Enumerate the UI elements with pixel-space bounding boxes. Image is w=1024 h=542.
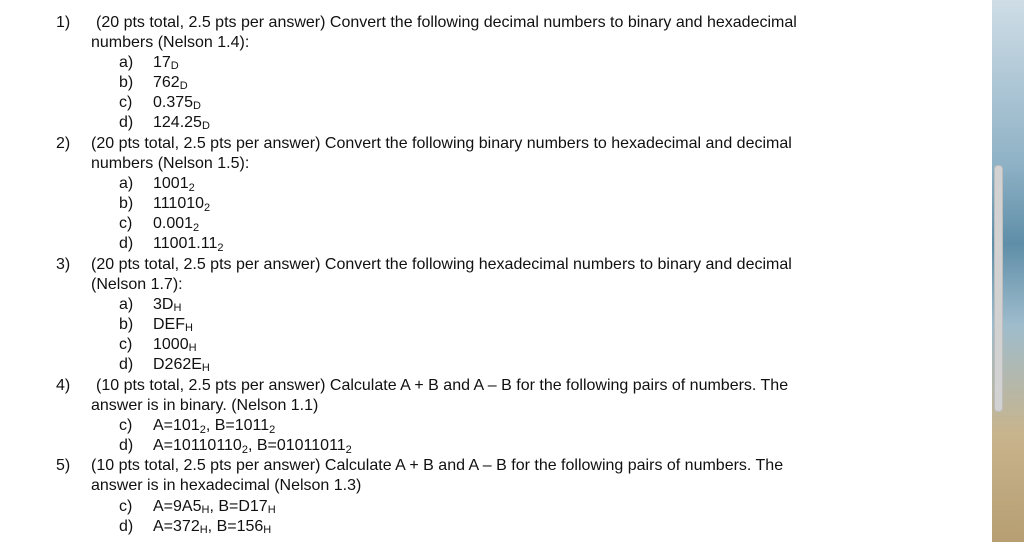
item-value: D262EH (153, 356, 210, 374)
item-value: A=101101102, B=010110112 (153, 437, 352, 456)
item-letter: b) (119, 316, 134, 333)
problem-text: (20 pts total, 2.5 pts per answer) Convert the following decimal numbers to binary and hexadecimal (96, 14, 797, 31)
item-letter: d) (119, 114, 134, 131)
problem-text-continued: answer is in hexadecimal (Nelson 1.3) (91, 477, 362, 494)
item-letter: c) (119, 417, 133, 434)
problem-text-continued: answer is in binary. (Nelson 1.1) (91, 397, 319, 414)
item-value: 1000H (153, 336, 197, 354)
problem-text: (10 pts total, 2.5 pts per answer) Calculate A + B and A – B for the following pairs of numbers. The (91, 457, 784, 474)
problem-text: (10 pts total, 2.5 pts per answer) Calculate A + B and A – B for the following pairs of numbers. The (96, 377, 789, 394)
problem-number: 4) (56, 377, 71, 394)
item-letter: c) (119, 498, 133, 515)
item-letter: d) (119, 356, 134, 373)
item-letter: d) (119, 437, 134, 454)
item-value: 3DH (153, 296, 182, 314)
item-value: 11001.112 (153, 235, 224, 254)
item-letter: a) (119, 54, 134, 71)
item-value: 0.375D (153, 94, 201, 112)
problem-number: 5) (56, 457, 71, 474)
item-value: A=1012, B=10112 (153, 417, 276, 436)
item-letter: c) (119, 215, 133, 232)
item-value: A=372H, B=156H (153, 518, 272, 536)
problem-number: 3) (56, 256, 71, 273)
item-letter: c) (119, 94, 133, 111)
item-value: 0.0012 (153, 215, 200, 234)
problem-text-continued: numbers (Nelson 1.4): (91, 34, 250, 51)
item-letter: a) (119, 175, 134, 192)
item-letter: b) (119, 74, 134, 91)
item-value: 17D (153, 54, 179, 72)
problem-text-continued: (Nelson 1.7): (91, 276, 183, 293)
vertical-scrollbar[interactable] (994, 165, 1003, 412)
item-letter: d) (119, 235, 134, 252)
problem-text: (20 pts total, 2.5 pts per answer) Convert the following hexadecimal numbers to binary and decimal (91, 256, 792, 273)
item-letter: c) (119, 336, 133, 353)
item-value: 762D (153, 74, 188, 92)
item-letter: a) (119, 296, 134, 313)
item-letter: d) (119, 518, 134, 535)
item-value: 124.25D (153, 114, 210, 132)
item-letter: b) (119, 195, 134, 212)
item-value: DEFH (153, 316, 193, 334)
item-value: A=9A5H, B=D17H (153, 498, 276, 516)
problem-number: 1) (56, 14, 71, 31)
item-value: 10012 (153, 175, 195, 194)
item-value: 1110102 (153, 195, 211, 214)
problem-text-continued: numbers (Nelson 1.5): (91, 155, 250, 172)
problem-text: (20 pts total, 2.5 pts per answer) Convert the following binary numbers to hexadecimal and decimal (91, 135, 792, 152)
problem-number: 2) (56, 135, 71, 152)
